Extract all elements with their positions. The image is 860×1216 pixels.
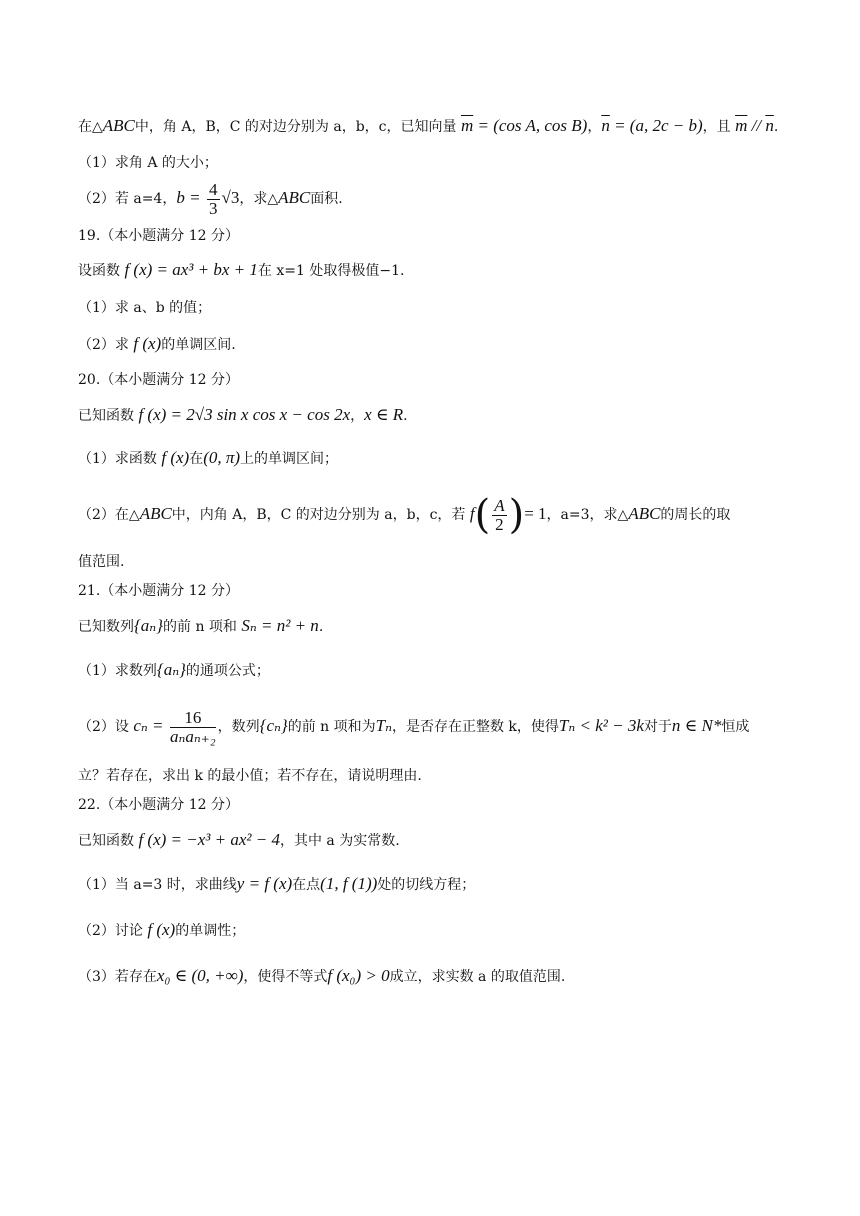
text: 已知函数 [78, 408, 139, 424]
numerator: 16 [170, 709, 216, 728]
text: 对于 [643, 719, 672, 735]
q20-part2-cont [78, 552, 783, 572]
math: √3 [221, 188, 240, 207]
text: （1）求数列 [78, 663, 157, 679]
math: cₙ = [133, 716, 164, 735]
text: （2）若 a=4， [78, 191, 177, 207]
text: 19.（本小题满分 12 分） [78, 228, 239, 244]
q20-heading [78, 370, 783, 390]
q22-part2 [78, 920, 783, 941]
q20-statement [78, 405, 783, 426]
text: . [773, 119, 779, 135]
q21-part2 [78, 704, 783, 748]
math: // [747, 116, 766, 135]
text: 值范围. [78, 554, 125, 570]
q19-part2 [78, 334, 783, 355]
text: 中，角 A，B，C 的对边分别为 a，b，c，已知向量 [134, 119, 461, 135]
text: ，其中 a 为实常数. [279, 833, 400, 849]
denominator: 3 [209, 198, 218, 218]
math: y = f (x) [236, 874, 293, 893]
q21-heading [78, 581, 783, 601]
text: 的通项公式； [185, 663, 270, 679]
q22-heading [78, 795, 783, 815]
text: 处的切线方程； [377, 877, 476, 893]
math: f (x) = −x³ + ax² − 4 [138, 830, 280, 849]
fraction [207, 181, 220, 218]
vector-n: $\overline{n}$ [765, 116, 774, 135]
text: （3）若存在 [78, 969, 157, 985]
text: ，a=3，求△ [546, 507, 629, 523]
text: ，求△ [239, 191, 279, 207]
math: x ∈ R [364, 405, 404, 424]
math: {aₙ} [156, 660, 186, 679]
math: = (a, 2c − b) [609, 116, 703, 135]
numerator: A [494, 495, 505, 515]
text: 20.（本小题满分 12 分） [78, 372, 239, 388]
text: 在 x=1 处取得极值−1. [257, 263, 405, 279]
denominator: 2 [495, 514, 504, 534]
text: （1）求 a、b 的值； [78, 300, 212, 316]
text: （2）求 [78, 337, 134, 353]
text: 恒成 [721, 719, 750, 735]
text: 在点 [292, 877, 321, 893]
text: ，且 [702, 119, 736, 135]
math: {cₙ} [259, 716, 288, 735]
text: （2）讨论 [78, 923, 148, 939]
text: ，数列 [217, 719, 260, 735]
fraction [492, 497, 506, 534]
text: 成立，求实数 a 的取值范围. [389, 969, 566, 985]
vector-m: $\overline{m}$ [735, 116, 748, 135]
q19-heading [78, 226, 783, 246]
text: 在△ [78, 119, 103, 135]
fraction [170, 709, 216, 746]
text: ， [587, 119, 602, 135]
text: ，使得不等式 [243, 969, 328, 985]
math: f (x) [133, 334, 162, 353]
numerator: 4 [209, 179, 218, 199]
text: （1）求角 A 的大小； [78, 155, 218, 171]
text: （1）当 a=3 时，求曲线 [78, 877, 237, 893]
text: 中，内角 A，B，C 的对边分别为 a，b，c，若 [171, 507, 470, 523]
text: 的前 n 项和 [163, 619, 242, 635]
math: f (x) = ax³ + bx + 1 [124, 260, 258, 279]
math: ABC [278, 188, 311, 207]
math: {aₙ} [134, 616, 163, 635]
paren: ) [508, 492, 525, 538]
text: ，是否存在正整数 k，使得 [391, 719, 559, 735]
math: Tₙ [375, 716, 392, 735]
text: 立？若存在，求出 k 的最小值；若不存在，请说明理由. [78, 768, 422, 784]
q21-part2-cont [78, 766, 783, 786]
math: ABC [628, 504, 661, 523]
math: f (x₀) > 0 [327, 966, 390, 985]
math: n ∈ N* [671, 716, 722, 735]
text: . [318, 619, 324, 635]
vector-m: $\overline{m}$ [460, 116, 474, 135]
q21-statement [78, 616, 783, 637]
text: 设函数 [78, 263, 125, 279]
denominator: aₙaₙ₊₂ [169, 726, 216, 746]
text: . [403, 408, 408, 424]
math: ABC [139, 504, 172, 523]
math: = 1 [524, 504, 547, 523]
q22-statement [78, 830, 783, 851]
q21-part1 [78, 660, 783, 681]
text: 上的单调区间； [240, 451, 339, 467]
q18-part2 [78, 178, 783, 218]
math: f (x) = 2√3 sin x cos x − cos 2x [138, 405, 351, 424]
math: (0, π) [203, 448, 241, 467]
math: f (x) [147, 920, 176, 939]
q20-part2 [78, 492, 783, 536]
text: 在 [189, 451, 204, 467]
text: 21.（本小题满分 12 分） [78, 583, 239, 599]
math: Sₙ = n² + n [241, 616, 319, 635]
text: 已知数列 [78, 619, 134, 635]
q20-part1 [78, 448, 783, 469]
math: ABC [102, 116, 135, 135]
q18-part1 [78, 153, 783, 173]
math: = (cos A, cos B) [473, 116, 588, 135]
q22-part3 [78, 966, 783, 987]
q22-part1 [78, 874, 783, 895]
paren: ( [474, 492, 491, 538]
math: x₀ ∈ (0, +∞) [156, 966, 244, 985]
text: ， [350, 408, 365, 424]
text: 的周长的取 [660, 507, 731, 523]
text: 的单调区间. [161, 337, 236, 353]
q19-part1 [78, 298, 783, 318]
text: 22.（本小题满分 12 分） [78, 797, 239, 813]
text: （2）设 [78, 719, 134, 735]
math: f [469, 504, 475, 523]
math: Tₙ < k² − 3k [558, 716, 644, 735]
text: 的单调性； [175, 923, 246, 939]
math: b = [176, 188, 201, 207]
q19-statement [78, 260, 783, 281]
vector-n: $\overline{n}$ [601, 116, 610, 135]
math: (1, f (1)) [320, 874, 378, 893]
text: （1）求函数 [78, 451, 162, 467]
q18-statement [78, 116, 783, 137]
text: 面积. [310, 191, 343, 207]
text: （2）在△ [78, 507, 140, 523]
text: 的前 n 项和为 [287, 719, 376, 735]
math: f (x) [161, 448, 190, 467]
text: 已知函数 [78, 833, 139, 849]
